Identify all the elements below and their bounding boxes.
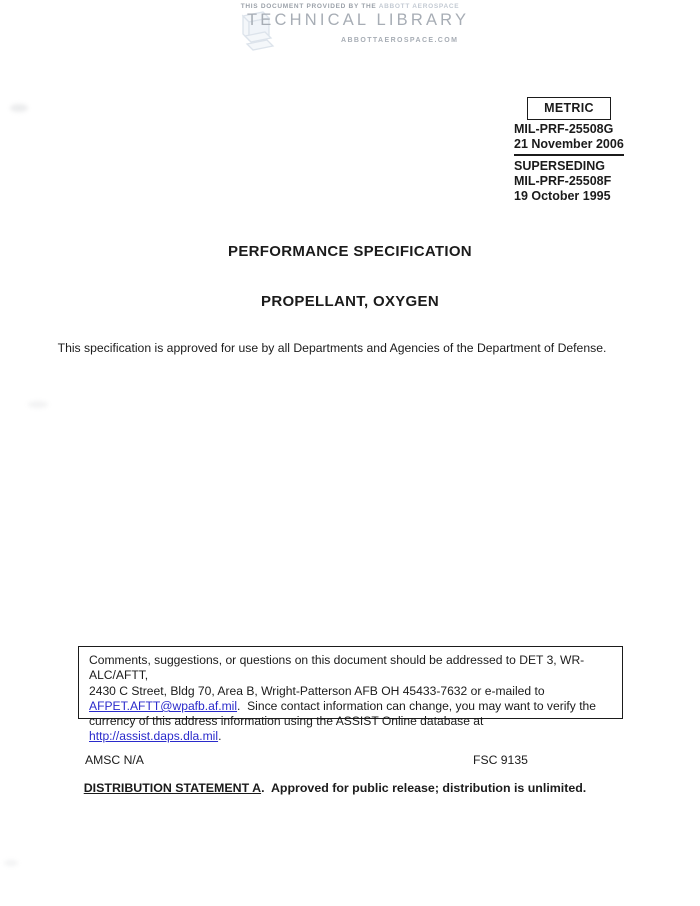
comments-line-2: 2430 C Street, Bldg 70, Area B, Wright-Patterson AFB OH 45433-7632 or e-mailed to (89, 683, 545, 698)
scan-artifact (10, 104, 28, 112)
scan-artifact (28, 401, 48, 408)
document-subtitle: PROPELLANT, OXYGEN (261, 293, 439, 310)
provided-by-brand: ABBOTT AEROSPACE (378, 3, 460, 10)
comments-line-3-text: . Since contact information can change, you may want to verify the (237, 698, 596, 713)
metric-box: METRIC (527, 97, 611, 120)
scan-artifact (4, 860, 18, 866)
provided-by-line (0, 3, 700, 10)
comments-line-1: Comments, suggestions, or questions on this document should be addressed to DET 3, WR-ALC/AFTT, (89, 653, 585, 683)
distribution-statement (0, 781, 670, 795)
comments-line-4-period: . (218, 729, 222, 744)
fsc-code: FSC 9135 (473, 753, 528, 767)
spec-number: MIL-PRF-25508G (514, 122, 614, 136)
comments-line-4 (89, 714, 612, 745)
distribution-statement-title: DISTRIBUTION STATEMENT A (83, 781, 262, 795)
approval-statement: This specification is approved for use by all Departments and Agencies of the Department of Defense. (57, 341, 607, 355)
email-link[interactable]: AFPET.AFTT@wpafb.af.mil (89, 698, 238, 713)
document-title: PERFORMANCE SPECIFICATION (228, 243, 472, 260)
distribution-statement-text: . Approved for public release; distribution is unlimited. (261, 781, 587, 795)
spec-date: 21 November 2006 (514, 137, 624, 155)
website-text: ABBOTTAEROSPACE.COM (341, 37, 459, 44)
superseding-label: SUPERSEDING (514, 158, 605, 173)
superseded-date: 19 October 1995 (514, 189, 611, 204)
amsc-code: AMSC N/A (85, 753, 144, 767)
spec-id-block (514, 122, 624, 204)
comments-line-3 (89, 699, 612, 714)
superseded-number: MIL-PRF-25508F (514, 173, 612, 188)
technical-library-wordmark: TECHNICAL LIBRARY (247, 11, 470, 29)
comments-line-4-text: currency of this address information using the ASSIST Online database at (89, 714, 487, 729)
comments-box (78, 646, 623, 744)
provided-by-text: THIS DOCUMENT PROVIDED BY THE (240, 3, 379, 10)
assist-database-link[interactable]: http://assist.daps.dla.mil (89, 729, 219, 744)
